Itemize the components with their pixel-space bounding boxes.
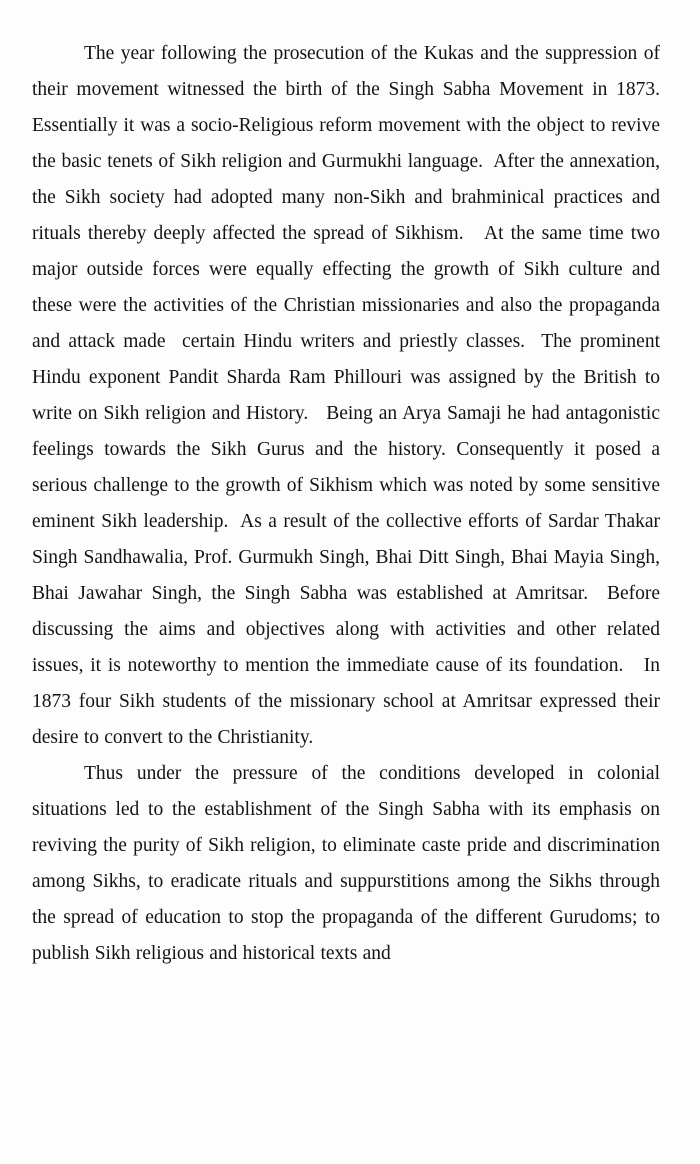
paragraph-2: Thus under the pressure of the conditions developed in colonial situations led to the establishment of the Singh Sabha with its emphasis on reviving the purity of Sikh religion, to eliminate caste pride and discrimination among Sikhs, to eradicate rituals and suppurstitions among the Sikhs through the spread of education to stop the propaganda of the different Gurudoms; to publish Sikh religious and historical texts and bbox=[32, 763, 666, 964]
body-text-column bbox=[32, 36, 682, 972]
paragraph-1: The year following the prosecution of the Kukas and the suppression of their movement witnessed the birth of the Singh Sabha Movement in 1873. Essentially it was a socio-Religious reform movement with the object to revive the basic tenets of Sikh religion and Gurmukhi language. After the annexation, the Sikh society had adopted many non-Sikh and brahminical practices and rituals thereby deeply affected the spread of Sikhism. At the same time two major outside forces were equally effecting the growth of Sikh culture and these were the activities of the Christian missionaries and also the propaganda and attack made certain Hindu writers and priestly classes. The prominent Hindu exponent Pandit Sharda Ram Phillouri was assigned by the British to write on Sikh religion and History. Being an Arya Samaji he had antagonistic feelings towards the Sikh Gurus and the history. Consequently it posed a serious challenge to the growth of Sikhism which was noted by some sensitive eminent Sikh leadership. As a result of the collective efforts of Sardar Thakar Singh Sandhawalia, Prof. Gurmukh Singh, Bhai Ditt Singh, Bhai Mayia Singh, Bhai Jawahar Singh, the Singh Sabha was established at Amritsar. Before discussing the aims and objectives along with activities and other related issues, it is noteworthy to mention the immediate cause of its foundation. In 1873 four Sikh students of the missionary school at Amritsar expressed their desire to convert to the Christianity. bbox=[32, 43, 682, 748]
